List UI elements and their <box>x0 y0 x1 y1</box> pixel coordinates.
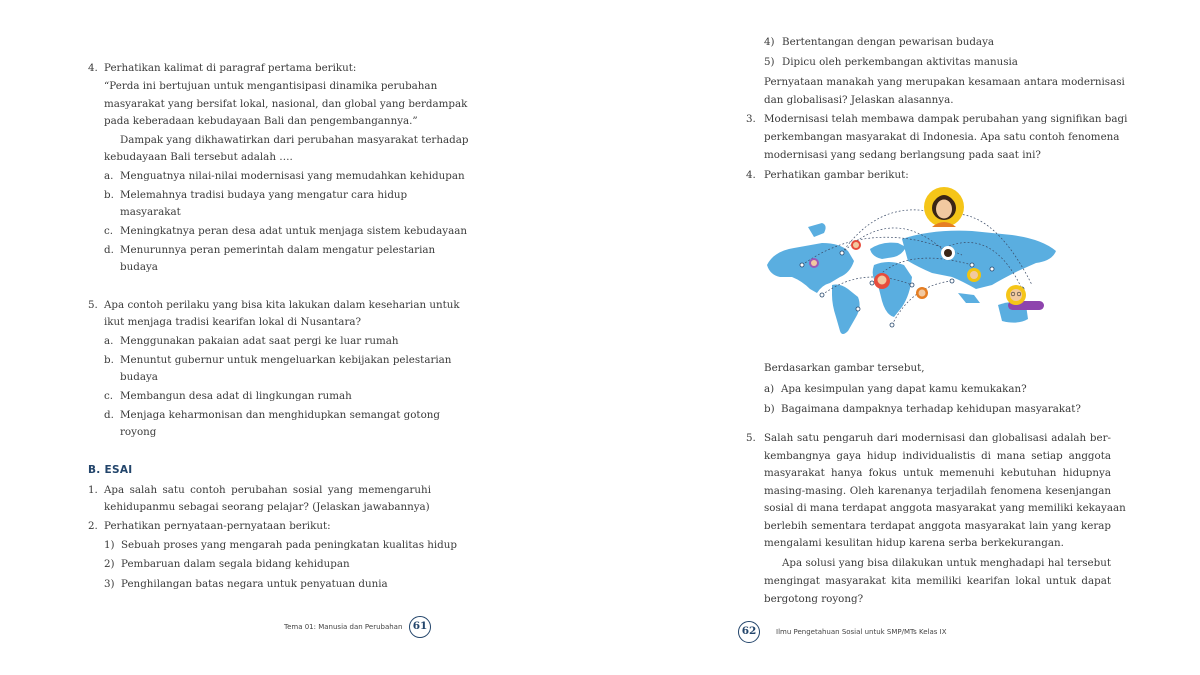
statement-number: 4) <box>764 36 775 48</box>
sub-question-text: Apa kesimpulan yang dapat kamu kemukakan? <box>781 383 1027 395</box>
option-text: Menguatnya nilai-nilai modernisasi yang memudahkan kehidupan <box>120 170 465 182</box>
quote-line: pada keberadaan kebudayaan Bali dan pengembangannya.” <box>104 115 418 127</box>
statement-text: Pembaruan dalam segala bidang kehidupan <box>121 558 350 570</box>
option-letter: d. <box>104 409 114 421</box>
footer-theme-title: Tema 01: Manusia dan Perubahan <box>284 623 403 631</box>
person-avatar-icon <box>916 287 928 299</box>
person-avatar-icon <box>1006 285 1044 310</box>
option-letter: a. <box>104 170 114 182</box>
essay-5-text: mengalami kesulitan hidup karena serba berkekurangan. <box>764 537 1064 549</box>
question-4-number: 4. <box>88 62 98 74</box>
option-letter: c. <box>104 390 114 402</box>
option-text: budaya <box>120 261 158 273</box>
person-avatar-icon <box>809 258 819 268</box>
question-4-stem: Perhatikan kalimat di paragraf pertama berikut: <box>104 62 357 74</box>
quote-line: masyarakat yang bersifat lokal, nasional, dan global yang berdampak <box>104 98 468 110</box>
quote-line: “Perda ini bertujuan untuk mengantisipasi dinamika perubahan <box>104 80 438 92</box>
essay-3-text: Modernisasi telah membawa dampak perubahan yang signifikan bagi <box>764 113 1128 125</box>
option-text: Menggunakan pakaian adat saat pergi ke luar rumah <box>120 335 399 347</box>
essay-2-question: Pernyataan manakah yang merupakan kesamaan antara modernisasi <box>764 76 1125 88</box>
option-text: Meningkatnya peran desa adat untuk menjaga sistem kebudayaan <box>120 225 467 237</box>
option-text: Menuntut gubernur untuk mengeluarkan kebijakan pelestarian <box>120 354 452 366</box>
statement-text: Sebuah proses yang mengarah pada peningkatan kualitas hidup <box>121 539 457 551</box>
essay-4-number: 4. <box>746 169 756 181</box>
essay-2-stem: Perhatikan pernyataan-pernyataan berikut: <box>104 520 331 532</box>
option-text: Melemahnya tradisi budaya yang mengatur cara hidup <box>120 189 408 201</box>
statement-number: 3) <box>104 578 115 590</box>
person-avatar-icon <box>967 268 981 282</box>
essay-1-number: 1. <box>88 484 98 496</box>
section-heading-esai: B. ESAI <box>88 464 133 476</box>
person-avatar-icon <box>851 240 861 250</box>
statement-text: Dipicu oleh perkembangan aktivitas manusia <box>782 56 1018 68</box>
option-text: Menurunnya peran pemerintah dalam mengatur pelestarian <box>120 244 436 256</box>
essay-5-text: sosial di mana terdapat anggota masyarakat yang memiliki kekayaan <box>764 502 1126 514</box>
sub-question-letter: b) <box>764 403 775 415</box>
essay-2-number: 2. <box>88 520 98 532</box>
question-5-stem: ikut menjaga tradisi kearifan lokal di Nusantara? <box>104 316 362 328</box>
person-avatar-icon <box>874 273 890 289</box>
sub-question-letter: a) <box>764 383 775 395</box>
essay-5-text: Apa solusi yang bisa dilakukan untuk menghadapi hal tersebut <box>782 557 1111 569</box>
option-text: Menjaga keharmonisan dan menghidupkan semangat gotong <box>120 409 440 421</box>
question-text: kebudayaan Bali tersebut adalah …. <box>104 151 293 163</box>
essay-5-text: mengingat masyarakat kita memiliki kearifan lokal untuk dapat <box>764 575 1111 587</box>
essay-5-number: 5. <box>746 432 756 444</box>
essay-3-number: 3. <box>746 113 756 125</box>
person-avatar-icon <box>924 187 964 227</box>
essay-1-text: kehidupanmu sebagai seorang pelajar? (Jelaskan jawabannya) <box>104 501 430 513</box>
page-number-62: 62 <box>738 621 760 643</box>
option-letter: b. <box>104 354 114 366</box>
statement-number: 5) <box>764 56 775 68</box>
footer-book-title: Ilmu Pengetahuan Sosial untuk SMP/MTs Kelas IX <box>776 628 947 636</box>
essay-3-text: perkembangan masyarakat di Indonesia. Apa satu contoh fenomena <box>764 131 1120 143</box>
question-5-stem: Apa contoh perilaku yang bisa kita lakukan dalam keseharian untuk <box>104 299 460 311</box>
essay-3-text: modernisasi yang sedang berlangsung pada saat ini? <box>764 149 1041 161</box>
option-text: masyarakat <box>120 206 181 218</box>
option-letter: b. <box>104 189 114 201</box>
world-map-illustration <box>762 185 1062 350</box>
right-page <box>600 0 1200 675</box>
sub-question-text: Bagaimana dampaknya terhadap kehidupan masyarakat? <box>781 403 1081 415</box>
essay-4-prompt: Berdasarkan gambar tersebut, <box>764 362 925 374</box>
statement-text: Penghilangan batas negara untuk penyatuan dunia <box>121 578 388 590</box>
essay-2-question: dan globalisasi? Jelaskan alasannya. <box>764 94 954 106</box>
essay-5-text: masyarakat hanya fokus untuk memenuhi kebutuhan hidupnya <box>764 467 1111 479</box>
question-5-number: 5. <box>88 299 98 311</box>
essay-5-text: berlebih sementara terdapat anggota masyarakat lain yang kerap <box>764 520 1111 532</box>
essay-5-text: Salah satu pengaruh dari modernisasi dan globalisasi adalah ber- <box>764 432 1111 444</box>
page-number-61: 61 <box>409 616 431 638</box>
option-text: royong <box>120 426 157 438</box>
option-text: budaya <box>120 371 158 383</box>
option-letter: c. <box>104 225 114 237</box>
essay-4-stem: Perhatikan gambar berikut: <box>764 169 909 181</box>
question-text: Dampak yang dikhawatirkan dari perubahan masyarakat terhadap <box>120 134 469 146</box>
statement-text: Bertentangan dengan pewarisan budaya <box>782 36 995 48</box>
essay-1-text: Apa salah satu contoh perubahan sosial yang memengaruhi <box>104 484 431 496</box>
option-letter: a. <box>104 335 114 347</box>
option-text: Membangun desa adat di lingkungan rumah <box>120 390 352 402</box>
essay-5-text: bergotong royong? <box>764 593 864 605</box>
person-avatar-icon <box>941 246 955 260</box>
essay-5-text: masing-masing. Oleh karenanya terjadilah fenomena kesenjangan <box>764 485 1111 497</box>
essay-5-text: kembangnya gaya hidup individualistis di mana setiap anggota <box>764 450 1111 462</box>
statement-number: 1) <box>104 539 115 551</box>
option-letter: d. <box>104 244 114 256</box>
statement-number: 2) <box>104 558 115 570</box>
